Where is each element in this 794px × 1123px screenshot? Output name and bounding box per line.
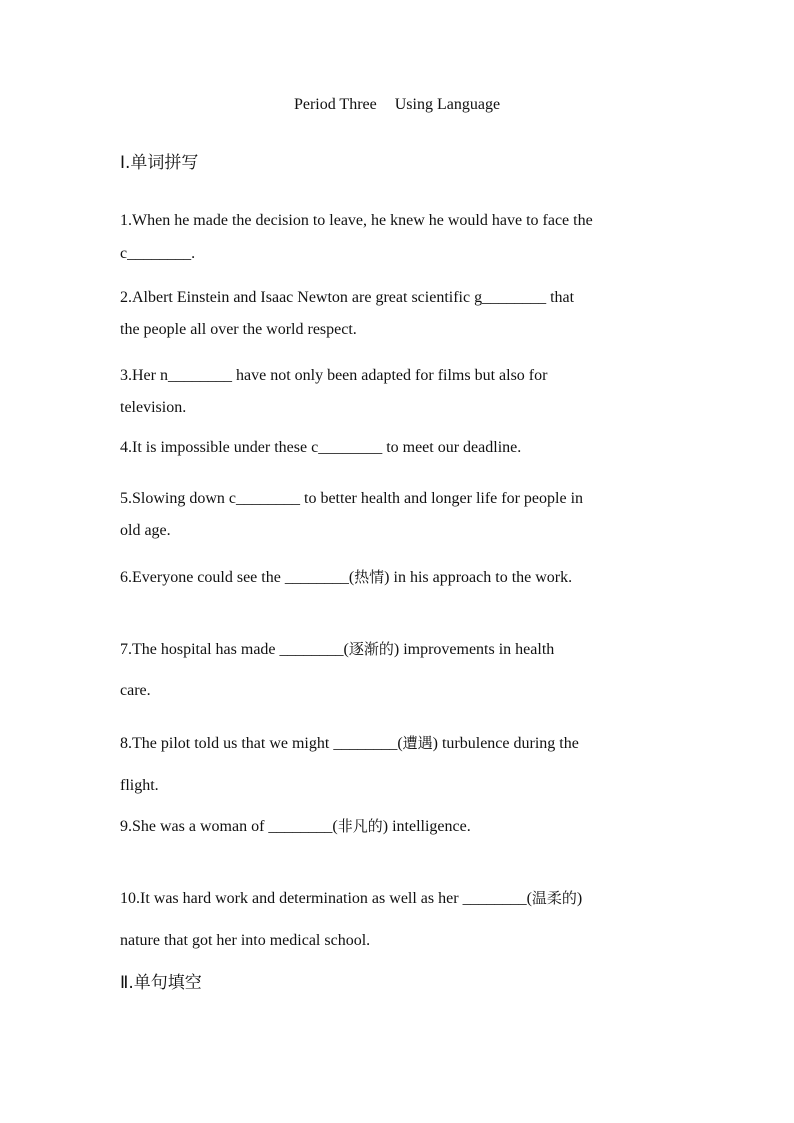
question-7-line-2: care.	[120, 682, 151, 699]
question-9-line-1: 9.She was a woman of ________(非凡的) intelligence.	[120, 817, 471, 835]
question-5-line-2: old age.	[120, 522, 171, 539]
page-title	[0, 96, 794, 114]
question-1-line-2: c________.	[120, 245, 196, 262]
question-2-line-2: the people all over the world respect.	[120, 321, 357, 338]
question-7-line-1: 7.The hospital has made ________(逐渐的) improvements in health	[120, 640, 555, 658]
section-heading-spelling: Ⅰ.单词拼写	[120, 153, 199, 173]
question-3	[120, 360, 680, 424]
title-period: Period Three	[293, 96, 377, 113]
question-1	[120, 204, 680, 270]
question-6-line-1: 6.Everyone could see the ________(热情) in his approach to the work.	[120, 568, 573, 586]
title-topic: Using Language	[394, 96, 501, 113]
question-10-line-1: 10.It was hard work and determination as well as her ________(温柔的)	[120, 889, 583, 907]
question-2	[120, 282, 680, 346]
question-4-line-1: 4.It is impossible under these c________ to meet our deadline.	[120, 439, 522, 456]
section-heading-fill-in: Ⅱ.单句填空	[120, 973, 202, 993]
question-3-line-1: 3.Her n________ have not only been adapted for films but also for	[120, 367, 548, 384]
question-6	[120, 567, 680, 588]
question-5	[120, 483, 680, 547]
question-5-line-1: 5.Slowing down c________ to better health and longer life for people in	[120, 490, 584, 507]
question-9	[120, 816, 680, 837]
chinese-hint: 温柔的	[531, 889, 577, 907]
chinese-hint: 遭遇	[402, 734, 433, 752]
question-10-line-2: nature that got her into medical school.	[120, 932, 371, 949]
question-3-line-2: television.	[120, 399, 187, 416]
chinese-hint: 逐渐的	[348, 640, 394, 658]
question-8-line-2: flight.	[120, 777, 159, 794]
question-4	[120, 438, 680, 458]
question-10	[120, 877, 680, 962]
question-1-line-1: 1.When he made the decision to leave, he knew he would have to face the	[120, 212, 593, 229]
chinese-hint: 热情	[354, 568, 385, 586]
question-7	[120, 629, 680, 711]
question-2-line-1: 2.Albert Einstein and Isaac Newton are great scientific g________ that	[120, 289, 575, 306]
question-8-line-1: 8.The pilot told us that we might ________(遭遇) turbulence during the	[120, 734, 579, 752]
question-8	[120, 722, 680, 807]
chinese-hint: 非凡的	[337, 817, 383, 835]
